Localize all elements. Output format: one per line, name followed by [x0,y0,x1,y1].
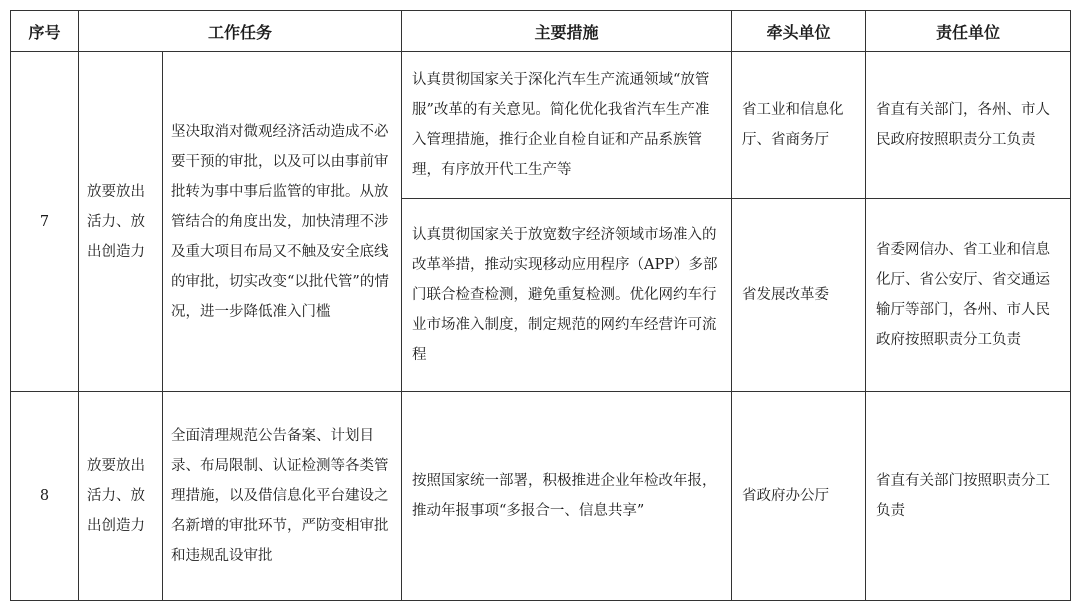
header-row [11,11,1071,52]
header-no: 序号 [11,11,79,52]
row-number: 8 [11,392,79,601]
row-number: 7 [11,52,79,392]
task-description: 全面清理规范公告备案、计划目录、布局限制、认证检测等各类管理措施，以及借信息化平台建设之名新增的审批环节，严防变相审批和违规乱设审批 [163,392,402,601]
lead-unit: 省发展改革委 [732,199,866,392]
task-category: 放要放出活力、放出创造力 [79,392,163,601]
task-description: 坚决取消对微观经济活动造成不必要干预的审批，以及可以由事前审批转为事中事后监管的审批。从放管结合的角度出发，加快清理不涉及重大项目布局又不触及安全底线的审批，切实改变“以批代管”的情况，进一步降低准入门槛 [163,52,402,392]
header-responsible-unit: 责任单位 [866,11,1071,52]
table-row [11,52,1071,199]
header-measures: 主要措施 [402,11,732,52]
responsible-unit: 省委网信办、省工业和信息化厅、省公安厅、省交通运输厅等部门，各州、市人民政府按照职责分工负责 [866,199,1071,392]
responsible-unit: 省直有关部门按照职责分工负责 [866,392,1071,601]
measure-text: 认真贯彻国家关于放宽数字经济领域市场准入的改革举措，推动实现移动应用程序（APP）多部门联合检查检测，避免重复检测。优化网约车行业市场准入制度，制定规范的网约车经营许可流程 [402,199,732,392]
task-table [10,10,1071,601]
header-task: 工作任务 [79,11,402,52]
measure-text: 按照国家统一部署，积极推进企业年检改年报，推动年报事项“多报合一、信息共享” [402,392,732,601]
table-row [11,392,1071,601]
lead-unit: 省工业和信息化厅、省商务厅 [732,52,866,199]
lead-unit: 省政府办公厅 [732,392,866,601]
task-category: 放要放出活力、放出创造力 [79,52,163,392]
header-lead-unit: 牵头单位 [732,11,866,52]
responsible-unit: 省直有关部门，各州、市人民政府按照职责分工负责 [866,52,1071,199]
measure-text: 认真贯彻国家关于深化汽车生产流通领域“放管服”改革的有关意见。简化优化我省汽车生产准入管理措施，推行企业自检自证和产品系族管理，有序放开代工生产等 [402,52,732,199]
